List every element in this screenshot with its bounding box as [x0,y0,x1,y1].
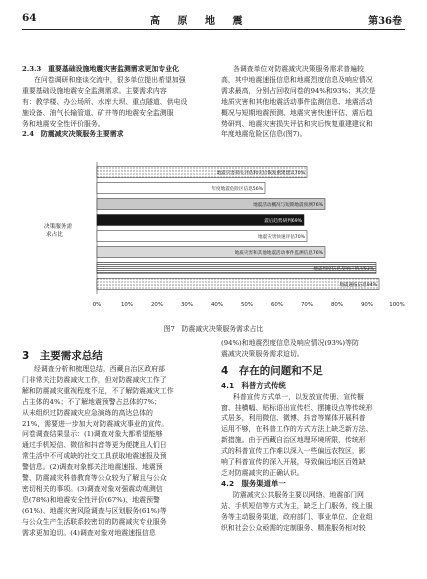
text-line: 窗、挂横幅、贴标语出宣传栏、摆摊设点等传统形 [221,403,373,412]
x-tick-label: 10% [121,302,133,308]
text-line: 地质灾害和其他地震活动事件监测信息、地震活动 [221,97,373,106]
subsection-2-3-3-title: 2.3.3 重要基础设施地震灾害监测需求更加专业化 [22,65,179,73]
text-line: 占主体的4%；不了解地震预警占总体的7%； [22,397,162,406]
text-line: 经调查分析和梳理总结，西藏自治区政府部 [34,365,165,373]
bottom-left-column [22,364,209,539]
section-3-title: 3 主要需求总结 [22,350,103,362]
text-line: 警、防震减灾科普教育等公众较为了解且与公众 [22,474,167,483]
bar-label: 地震灾害快速评估70% [258,235,305,240]
text-line: 式居多，利用微信、微博、抖音等媒体开展科普 [221,414,366,423]
x-tick-label: 30% [181,302,193,308]
text-line: 解和防震减灾重视程度不足，不了解防震减灾工作 [22,386,174,395]
top-left-column [22,64,209,140]
text-line: 科普宣传方式单一，以发放宣传册、宣传橱 [233,392,364,401]
x-tick-label: 100% [389,302,405,308]
bar-label: 地震烈度信息及响应情况93% [313,267,374,272]
x-tick-label: 50% [241,302,253,308]
text-line: 响了科普宣传的深入开展，导致偏远地区百姓缺 [221,458,366,467]
text-line: 务等主动服务渠道，政府部门、事业单位、企业组 [221,512,373,521]
section-3-title-wrap [22,348,103,363]
text-line: 高，其中地震速报信息和地震烈度信息及响应情况 [221,75,373,84]
bar-label: 地震灾害损失评估和灾后恢复重建建议70% [216,171,305,176]
text-line: 重要基础设施地震安全监测需求。主要需求内容 [22,86,167,95]
bar-label: 地震速报信息94% [339,283,377,288]
text-line: (94%)和地震烈度信息及响应情况(93%)等防 [221,339,359,347]
bar-chart [22,158,407,318]
figure-7 [22,158,407,318]
text-line: 乏对防震减灾的正确认识。 [221,468,304,477]
x-tick-label: 90% [361,302,373,308]
bar [97,279,379,290]
text-line: 与公众生产生活联系较密切的防震减灾专业服务 [22,517,167,526]
text-line: 运用不够，在科普工作的方式方法上缺乏新方法、 [221,425,373,434]
text-line: 务和地震安全性评价服务。 [22,119,105,128]
text-line: 警信息。(2)调查对象都关注地震速报、地震预 [22,463,163,472]
bar-label: 年度地震危险区信息56% [211,187,263,192]
text-line: 问卷调查结果显示：(1)调查对象大都希望能够 [22,430,163,439]
page-number: 64 [22,12,37,24]
section-4-title: 4 存在的问题和不足 [221,364,323,377]
text-line: 在问卷调研和座谈交流中，很多单位提出希望加强 [34,75,186,84]
text-line: 施设备、油气长输管道、矿井等的地震安全监测服 [22,108,174,117]
journal-title: 高 原 地 震 [150,16,250,27]
text-line: 站、手机短信等方式为主，缺乏上门服务，线上服 [221,501,373,510]
x-tick-label: 80% [331,302,343,308]
text-line: 从未组织过防震减灾应急演练的高达总体的 [22,408,153,417]
text-line: 防震减灾公共服务主要以网络、地震部门网 [233,490,364,499]
text-line: 有：教学楼、办公场所、水库大坝、重点隧道、供电设 [22,97,188,106]
subsection-2-4-title: 2.4 防震减灾决策服务主要需求 [22,130,124,139]
x-tick-label: 60% [271,302,283,308]
text-line: 通过手机短信、微信和抖音等更为便捷且人们日 [22,441,167,450]
text-line: 息(78%)和地震安全性评价(67%)、地震预警 [22,495,160,504]
bottom-right-column [221,338,407,533]
bar-label: 地质灾害和其他地震活动事件监测信息76% [234,251,323,256]
figure-caption: 图7 防震减灾决策服务需求占比 [163,325,264,333]
top-right-column [221,64,407,140]
x-tick-label: 70% [301,302,313,308]
text-line: 各调查单位对防震减灾决策服务需求普遍较 [233,65,364,73]
x-tick-label: 0% [92,302,102,308]
volume-label: 第36卷 [368,16,402,27]
text-line: 式的科普宣传工作难以深入一些偏远农牧区，影 [221,447,366,456]
text-line: 密切相关的事项。(3)调查对象对强震动观测信 [22,484,163,493]
text-line: 需求更加迫切。(4)调查对象对地震速报信息 [22,528,156,537]
x-tick-label: 20% [151,302,163,308]
text-line: 21%，需要进一步加大对防震减灾事业的宣传。 [22,419,169,428]
text-line: 年度地震危险区信息(图7)。 [221,130,307,139]
text-line: 震减灾决策服务需求迫切。 [221,349,304,358]
text-line: 常生活中不可或缺的社交工具获取地震速报及预 [22,452,167,461]
y-axis-label: 决策服务需 [44,224,72,230]
text-line: 势研判、地震灾害损失评估和灾后恢复重建建议和 [221,119,373,128]
bar-label: 震后趋势研判69% [264,219,302,224]
y-axis-label: 求占比 [46,232,63,238]
text-line: 织和社会公众亟需的定制服务、精准服务相对较 [221,523,366,532]
x-tick-label: 40% [211,302,223,308]
header-rule [22,29,405,30]
text-line: 新措施。由于西藏自治区地理环境所限，传统形 [221,436,366,445]
text-line: 概况与短期地震预测、地震灾害快速评估、震后趋 [221,108,373,117]
subsection-4-1-title: 4.1 科普方式传统 [221,380,286,390]
subsection-4-2-title: 4.2 服务渠道单一 [221,478,286,488]
text-line: 门非常关注防震减灾工作，但对防震减灾工作了 [22,375,167,384]
text-line: (61%)、地震灾害风险调查与区划服务(61%)等 [22,506,167,515]
text-line: 需求最高，分别占回收问卷的94%和93%；其次是 [221,86,376,95]
bar-label: 地震活动概况与短期地震预测76% [253,203,323,208]
